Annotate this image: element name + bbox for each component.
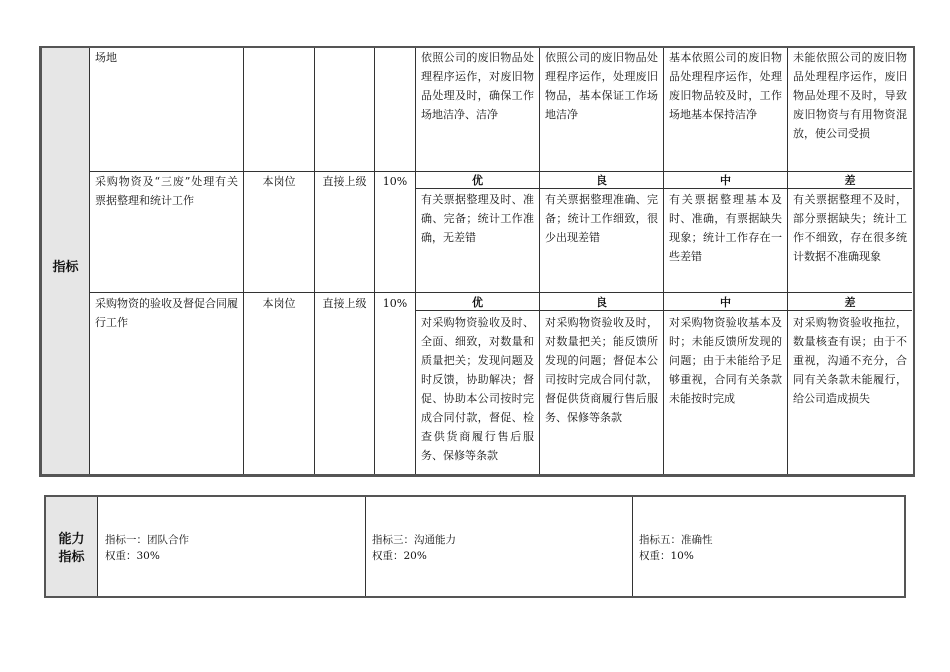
row2-weight: 10% [382,175,408,188]
ability-item [366,497,632,596]
row3-evaluator: 直接上级 [322,297,367,310]
row2-item: 采购物资及“三废”处理有关票据整理和统计工作 [95,175,238,207]
row3-grade-good: 良 [596,296,607,309]
ability-item-name: 指标五：准确性 [639,534,713,546]
ability-item-weight: 权重：10% [639,550,694,562]
ability-table [44,495,906,598]
row3-grade-poor: 差 [844,296,856,309]
ability-item-name: 指标三：沟通能力 [372,534,456,546]
row1-medium: 基本依照公司的废旧物品处理程序运作，处理废旧物品较及时，工作场地基本保持洁净 [669,51,782,121]
ability-side-label [46,531,97,567]
row2-grade-poor: 差 [844,174,856,187]
row1-excellent: 依照公司的废旧物品处理程序运作，对废旧物品处理及时，确保工作场地洁净、洁净 [421,51,534,121]
kpi-side-label: 指标 [52,260,79,275]
ability-item-weight: 权重：20% [372,550,427,562]
ability-side-column [46,497,98,596]
row3-item: 采购物资的验收及督促合同履行工作 [95,297,238,329]
row3-medium: 对采购物资验收基本及时；未能反馈所发现的问题；由于未能给予足够重视，合同有关条款未能按时完成 [669,316,782,405]
row2-grade-excellent: 优 [472,174,483,187]
ability-item [633,497,903,596]
kpi-side-column [42,48,90,474]
kpi-table [39,46,915,477]
row1-good: 依照公司的废旧物品处理程序运作，处理废旧物品，基本保证工作场地洁净 [545,51,658,121]
row2-evaluator: 直接上级 [322,175,367,188]
row1-poor: 未能依照公司的废旧物品处理程序运作，废旧物品处理不及时，导致废旧物资与有用物资混放，使公司受损 [793,51,907,140]
row2-poor: 有关票据整理不及时，部分票据缺失；统计工作不细致，存在很多统计数据不准确现象 [793,193,907,263]
row3-grade-medium: 中 [720,296,731,309]
ability-side-label-line2: 指标 [58,550,85,565]
ability-item-weight: 权重：30% [105,550,160,562]
row3-grade-excellent: 优 [472,296,483,309]
row2-medium: 有关票据整理基本及时、准确，有票据缺失现象；统计工作存在一些差错 [669,193,782,263]
row3-good: 对采购物资验收及时，对数量把关；能反馈所发现的问题；督促本公司按时完成合同付款，督促供货商履行售后服务、保修等条款 [545,316,658,424]
row2-scope: 本岗位 [262,175,296,188]
ability-item [99,497,365,596]
row2-grade-good: 良 [596,174,607,187]
ability-item-name: 指标一：团队合作 [105,534,189,546]
grid-line [314,48,315,474]
row2-excellent: 有关票据整理及时、准确、完备；统计工作准确，无差错 [421,193,534,244]
row3-excellent: 对采购物资验收及时、全面、细致，对数量和质量把关；发现问题及时反馈，协助解决；督促、协助本公司按时完成合同付款，督促、检查供货商履行售后服务、保修等条款 [421,316,534,462]
row-divider [90,292,912,293]
row2-good: 有关票据整理准确、完备；统计工作细致，很少出现差错 [545,193,658,244]
ability-side-label-line1: 能力 [58,532,85,547]
row3-weight: 10% [382,297,408,310]
grid-line [374,48,375,474]
row2-grade-medium: 中 [720,174,731,187]
row3-poor: 对采购物资验收拖拉，数量核查有误；由于不重视，沟通不充分，合同有关条款未能履行，给公司造成损失 [793,316,907,405]
row3-scope: 本岗位 [262,297,296,310]
row1-item: 场地 [95,51,117,64]
grid-line [243,48,244,474]
